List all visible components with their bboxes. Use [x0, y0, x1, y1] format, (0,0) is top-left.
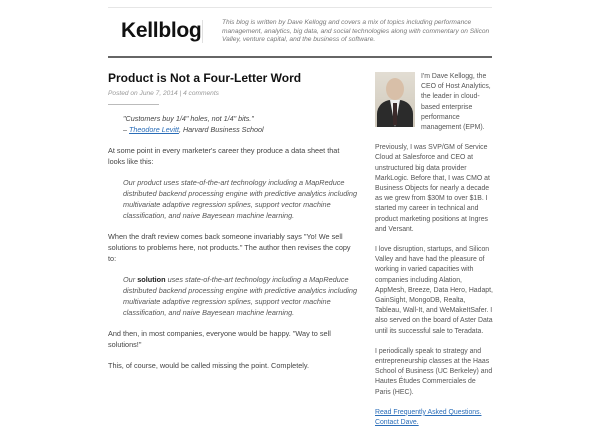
- sidebar-paragraph: Previously, I was SVP/GM of Service Cloud at Salesforce and CEO at unstructured big data provider MarkLogic. Before that, I was CMO at Business Objects for nearly a decade as we grew from $30M to over $1B. I started my career in technical and product marketing positions at Ingres and Versant.: [375, 144, 490, 233]
- quote-affiliation: , Harvard Business School: [178, 125, 264, 134]
- meta-sep: |: [177, 90, 184, 97]
- blockquote: Our product uses state-of-the-art technology including a MapReduce distributed backend processing engine with predictive analytics including multivariate adaptive regression splines, support vector machine classification, and naive Bayesean machine learning.: [123, 178, 358, 220]
- comments-link[interactable]: 4 comments: [183, 90, 219, 97]
- top-divider: [108, 7, 492, 8]
- epigraph: [108, 113, 358, 135]
- quote-author-link[interactable]: Theodore Levitt: [129, 125, 179, 134]
- bq-bold: solution: [137, 275, 166, 284]
- faq-link[interactable]: Read Frequently Asked Questions.: [375, 408, 482, 416]
- site-tagline: This blog is written by Dave Kellogg and covers a mix of topics including performance management, analytics, big data, and social technologies along with commentary on Silicon Valley, venture capital, and the business of software.: [222, 19, 490, 43]
- sidebar: [375, 72, 493, 428]
- post: [108, 71, 358, 381]
- bq-post: uses state-of-the-art technology including a MapReduce distributed backend processing engine with predictive analytics including multivariate adaptive regression splines, support vector machine classification, and naive Bayesean machine learning.: [123, 275, 358, 317]
- sidebar-paragraph: I love disruption, startups, and Silicon Valley and have had the pleasure of working in varied capacities with companies including Alation, AppMesh, Breeze, Data Hero, Hadapt, GainSight, MongoDB, Realta, Tableau, Wall-It, and WeMakeItSafer. I also served on the board of Aster Data until its successful sale to Teradata.: [375, 246, 493, 335]
- bq-pre: Our: [123, 275, 138, 284]
- paragraph: And then, in most companies, everyone would be happy. "Way to sell solutions!": [108, 329, 331, 349]
- quote-text: "Customers buy 1/4" holes, not 1/4" bits.": [123, 114, 254, 123]
- paragraph: When the draft review comes back someone invariably says "Yo! We sell solutions to problems here, not products." The author then revises the copy to:: [108, 232, 351, 263]
- author-photo: [375, 72, 415, 127]
- paragraph: At some point in every marketer's career they produce a data sheet that looks like this:: [108, 146, 340, 166]
- meta-prefix: Posted on: [108, 90, 140, 97]
- sidebar-intro: I'm Dave Kellogg, the CEO of Host Analytics, the leader in cloud-based enterprise performance management (EPM).: [421, 73, 491, 132]
- contact-link[interactable]: Contact Dave.: [375, 419, 419, 427]
- header-bar: [108, 56, 492, 58]
- blockquote: [108, 274, 358, 318]
- header-divider: [202, 20, 203, 43]
- site-logo[interactable]: Kellblog: [121, 19, 202, 42]
- post-title[interactable]: Product is Not a Four-Letter Word: [108, 71, 302, 85]
- sidebar-paragraph: I periodically speak to strategy and entrepreneurship classes at the Haas School of Business (UC Berkeley) and Hautes Études Commerciales de Paris (HEC).: [375, 347, 493, 396]
- meta-underline: [108, 104, 159, 105]
- paragraph: This, of course, would be called missing the point. Completely.: [108, 361, 310, 370]
- post-date[interactable]: June 7, 2014: [139, 90, 178, 97]
- quote-dash: –: [123, 125, 129, 134]
- post-meta: [108, 88, 358, 99]
